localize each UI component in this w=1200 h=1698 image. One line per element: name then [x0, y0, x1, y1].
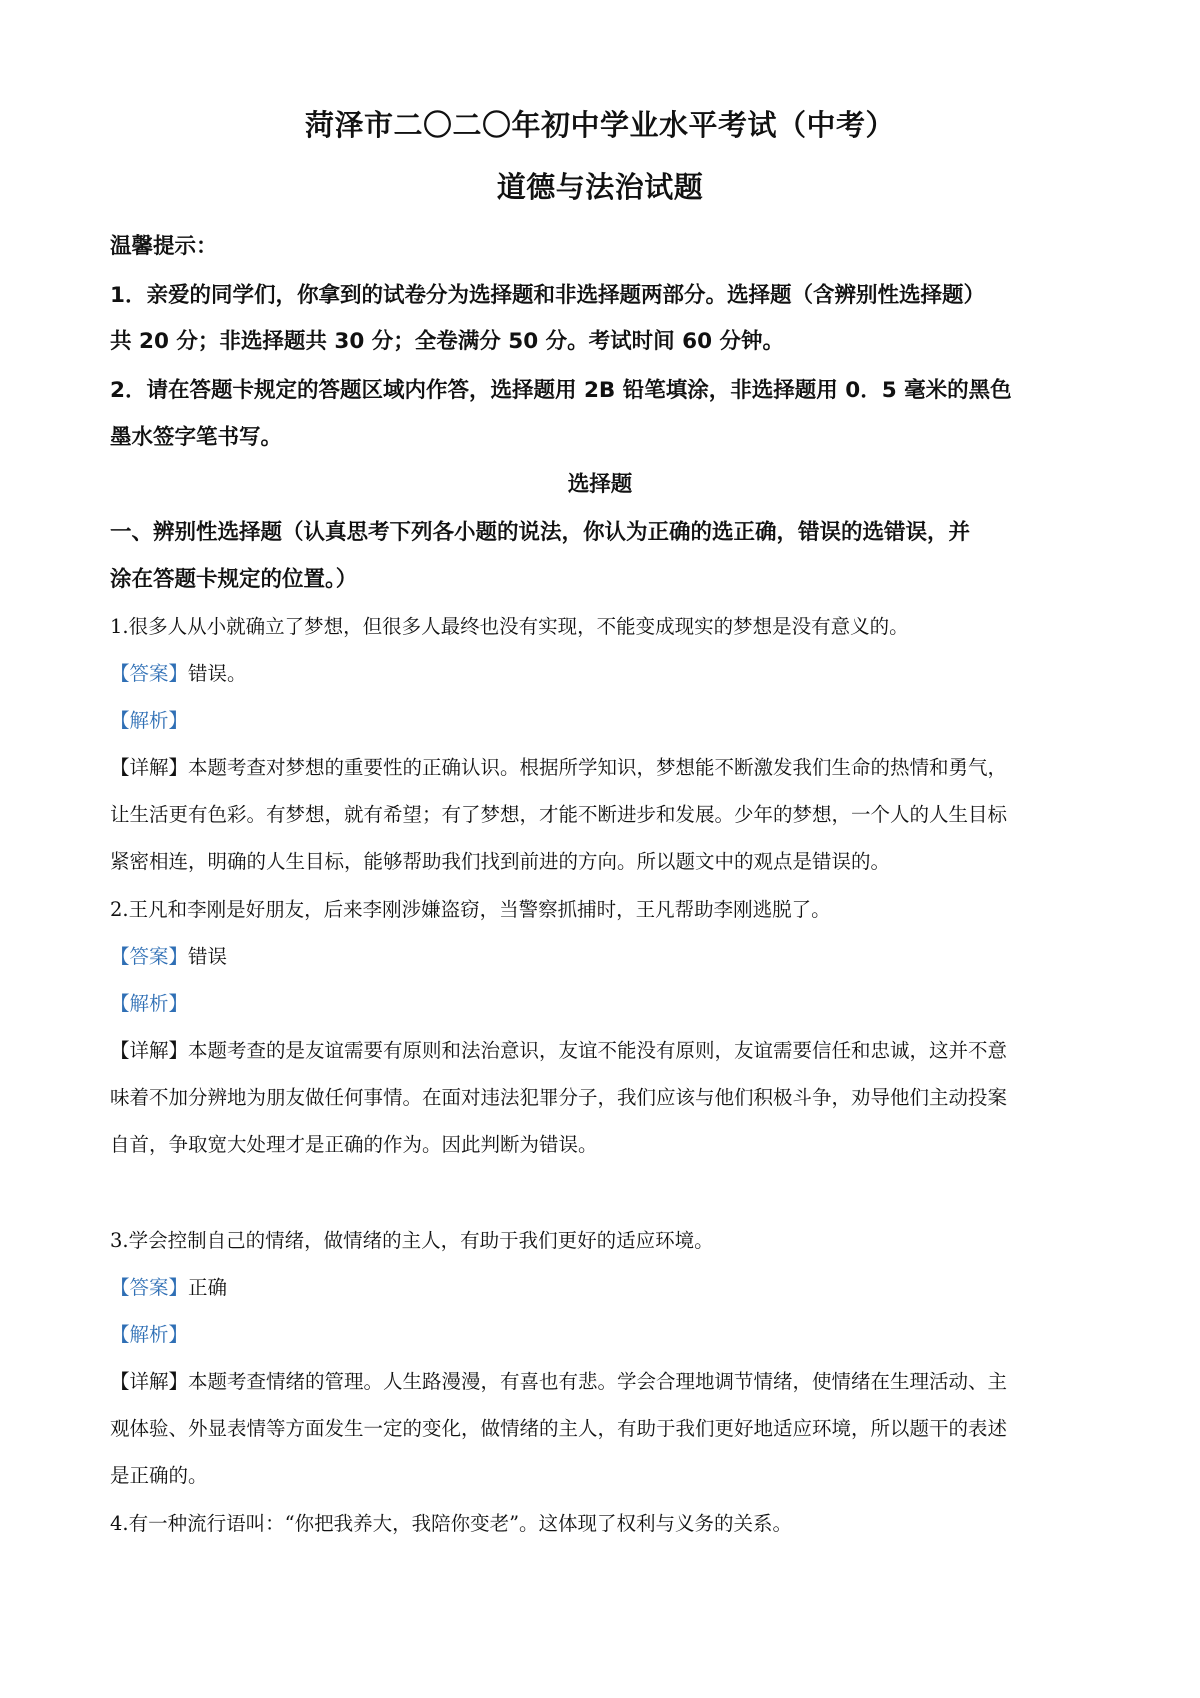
detail-label: 【详解】: [110, 756, 189, 779]
detail-1-line-2: 让生活更有色彩。有梦想，就有希望；有了梦想，才能不断进步和发展。少年的梦想，一个人的人生目标: [110, 803, 1008, 826]
part1-instruction-line-1: 一、辨别性选择题（认真思考下列各小题的说法，你认为正确的选正确，错误的选错误，并: [110, 520, 971, 545]
notice-item-1-line-1: 1．亲爱的同学们，你拿到的试卷分为选择题和非选择题两部分。选择题（含辨别性选择题）: [110, 283, 985, 308]
detail-label: 【详解】: [110, 1039, 189, 1062]
exam-subtitle: 道德与法治试题: [496, 170, 704, 204]
analysis-label-3: 【解析】: [110, 1323, 189, 1346]
answer-3: [110, 1272, 227, 1300]
notice-item-1-line-2: 共 20 分；非选择题共 30 分；全卷满分 50 分。考试时间 60 分钟。: [110, 329, 785, 354]
analysis-label-2: 【解析】: [110, 992, 189, 1015]
answer-value: 错误: [188, 945, 228, 968]
detail-2-line-1: 【详解】本题考查的是友谊需要有原则和法治意识，友谊不能没有原则，友谊需要信任和忠诚，这并不意: [110, 1039, 1008, 1062]
notice-item-2-line-2: 墨水签字笔书写。: [110, 425, 283, 450]
notice-heading: 温馨提示：: [110, 234, 218, 259]
detail-1-line-1: 【详解】本题考查对梦想的重要性的正确认识。根据所学知识，梦想能不断激发我们生命的热情和勇气，: [110, 756, 1008, 779]
analysis-label-1: 【解析】: [110, 709, 189, 732]
detail-2-line-2: 味着不加分辨地为朋友做任何事情。在面对违法犯罪分子，我们应该与他们积极斗争，劝导他们主动投案: [110, 1086, 1008, 1109]
answer-value: 错误。: [188, 662, 247, 685]
detail-3-line-1: 【详解】本题考查情绪的管理。人生路漫漫，有喜也有悲。学会合理地调节情绪，使情绪在生理活动、主: [110, 1370, 1008, 1393]
answer-value: 正确: [188, 1276, 228, 1299]
detail-3-line-3: 是正确的。: [110, 1464, 208, 1487]
detail-3-line-2: 观体验、外显表情等方面发生一定的变化，做情绪的主人，有助于我们更好地适应环境，所以题干的表述: [110, 1417, 1008, 1440]
part1-instruction-line-2: 涂在答题卡规定的位置。）: [110, 567, 358, 592]
answer-label: 【答案】: [110, 945, 189, 968]
detail-2-line-3: 自首，争取宽大处理才是正确的作为。因此判断为错误。: [110, 1133, 598, 1156]
question-1: 1.很多人从小就确立了梦想，但很多人最终也没有实现，不能变成现实的梦想是没有意义的。: [110, 615, 909, 638]
question-2: 2.王凡和李刚是好朋友，后来李刚涉嫌盗窃，当警察抓捕时，王凡帮助李刚逃脱了。: [110, 898, 831, 921]
answer-2: [110, 941, 227, 969]
answer-label: 【答案】: [110, 662, 189, 685]
section-title: 选择题: [567, 472, 633, 497]
exam-title: 菏泽市二〇二〇年初中学业水平考试（中考）: [304, 108, 895, 142]
question-3: 3.学会控制自己的情绪，做情绪的主人，有助于我们更好的适应环境。: [110, 1229, 714, 1252]
answer-1: [110, 658, 247, 686]
detail-label: 【详解】: [110, 1370, 189, 1393]
detail-1-line-3: 紧密相连，明确的人生目标，能够帮助我们找到前进的方向。所以题文中的观点是错误的。: [110, 850, 891, 873]
answer-label: 【答案】: [110, 1276, 189, 1299]
notice-item-2-line-1: 2．请在答题卡规定的答题区域内作答，选择题用 2B 铅笔填涂，非选择题用 0．5 毫米的黑色: [110, 378, 1012, 403]
question-4: 4.有一种流行语叫：“你把我养大，我陪你变老”。这体现了权利与义务的关系。: [110, 1512, 793, 1535]
